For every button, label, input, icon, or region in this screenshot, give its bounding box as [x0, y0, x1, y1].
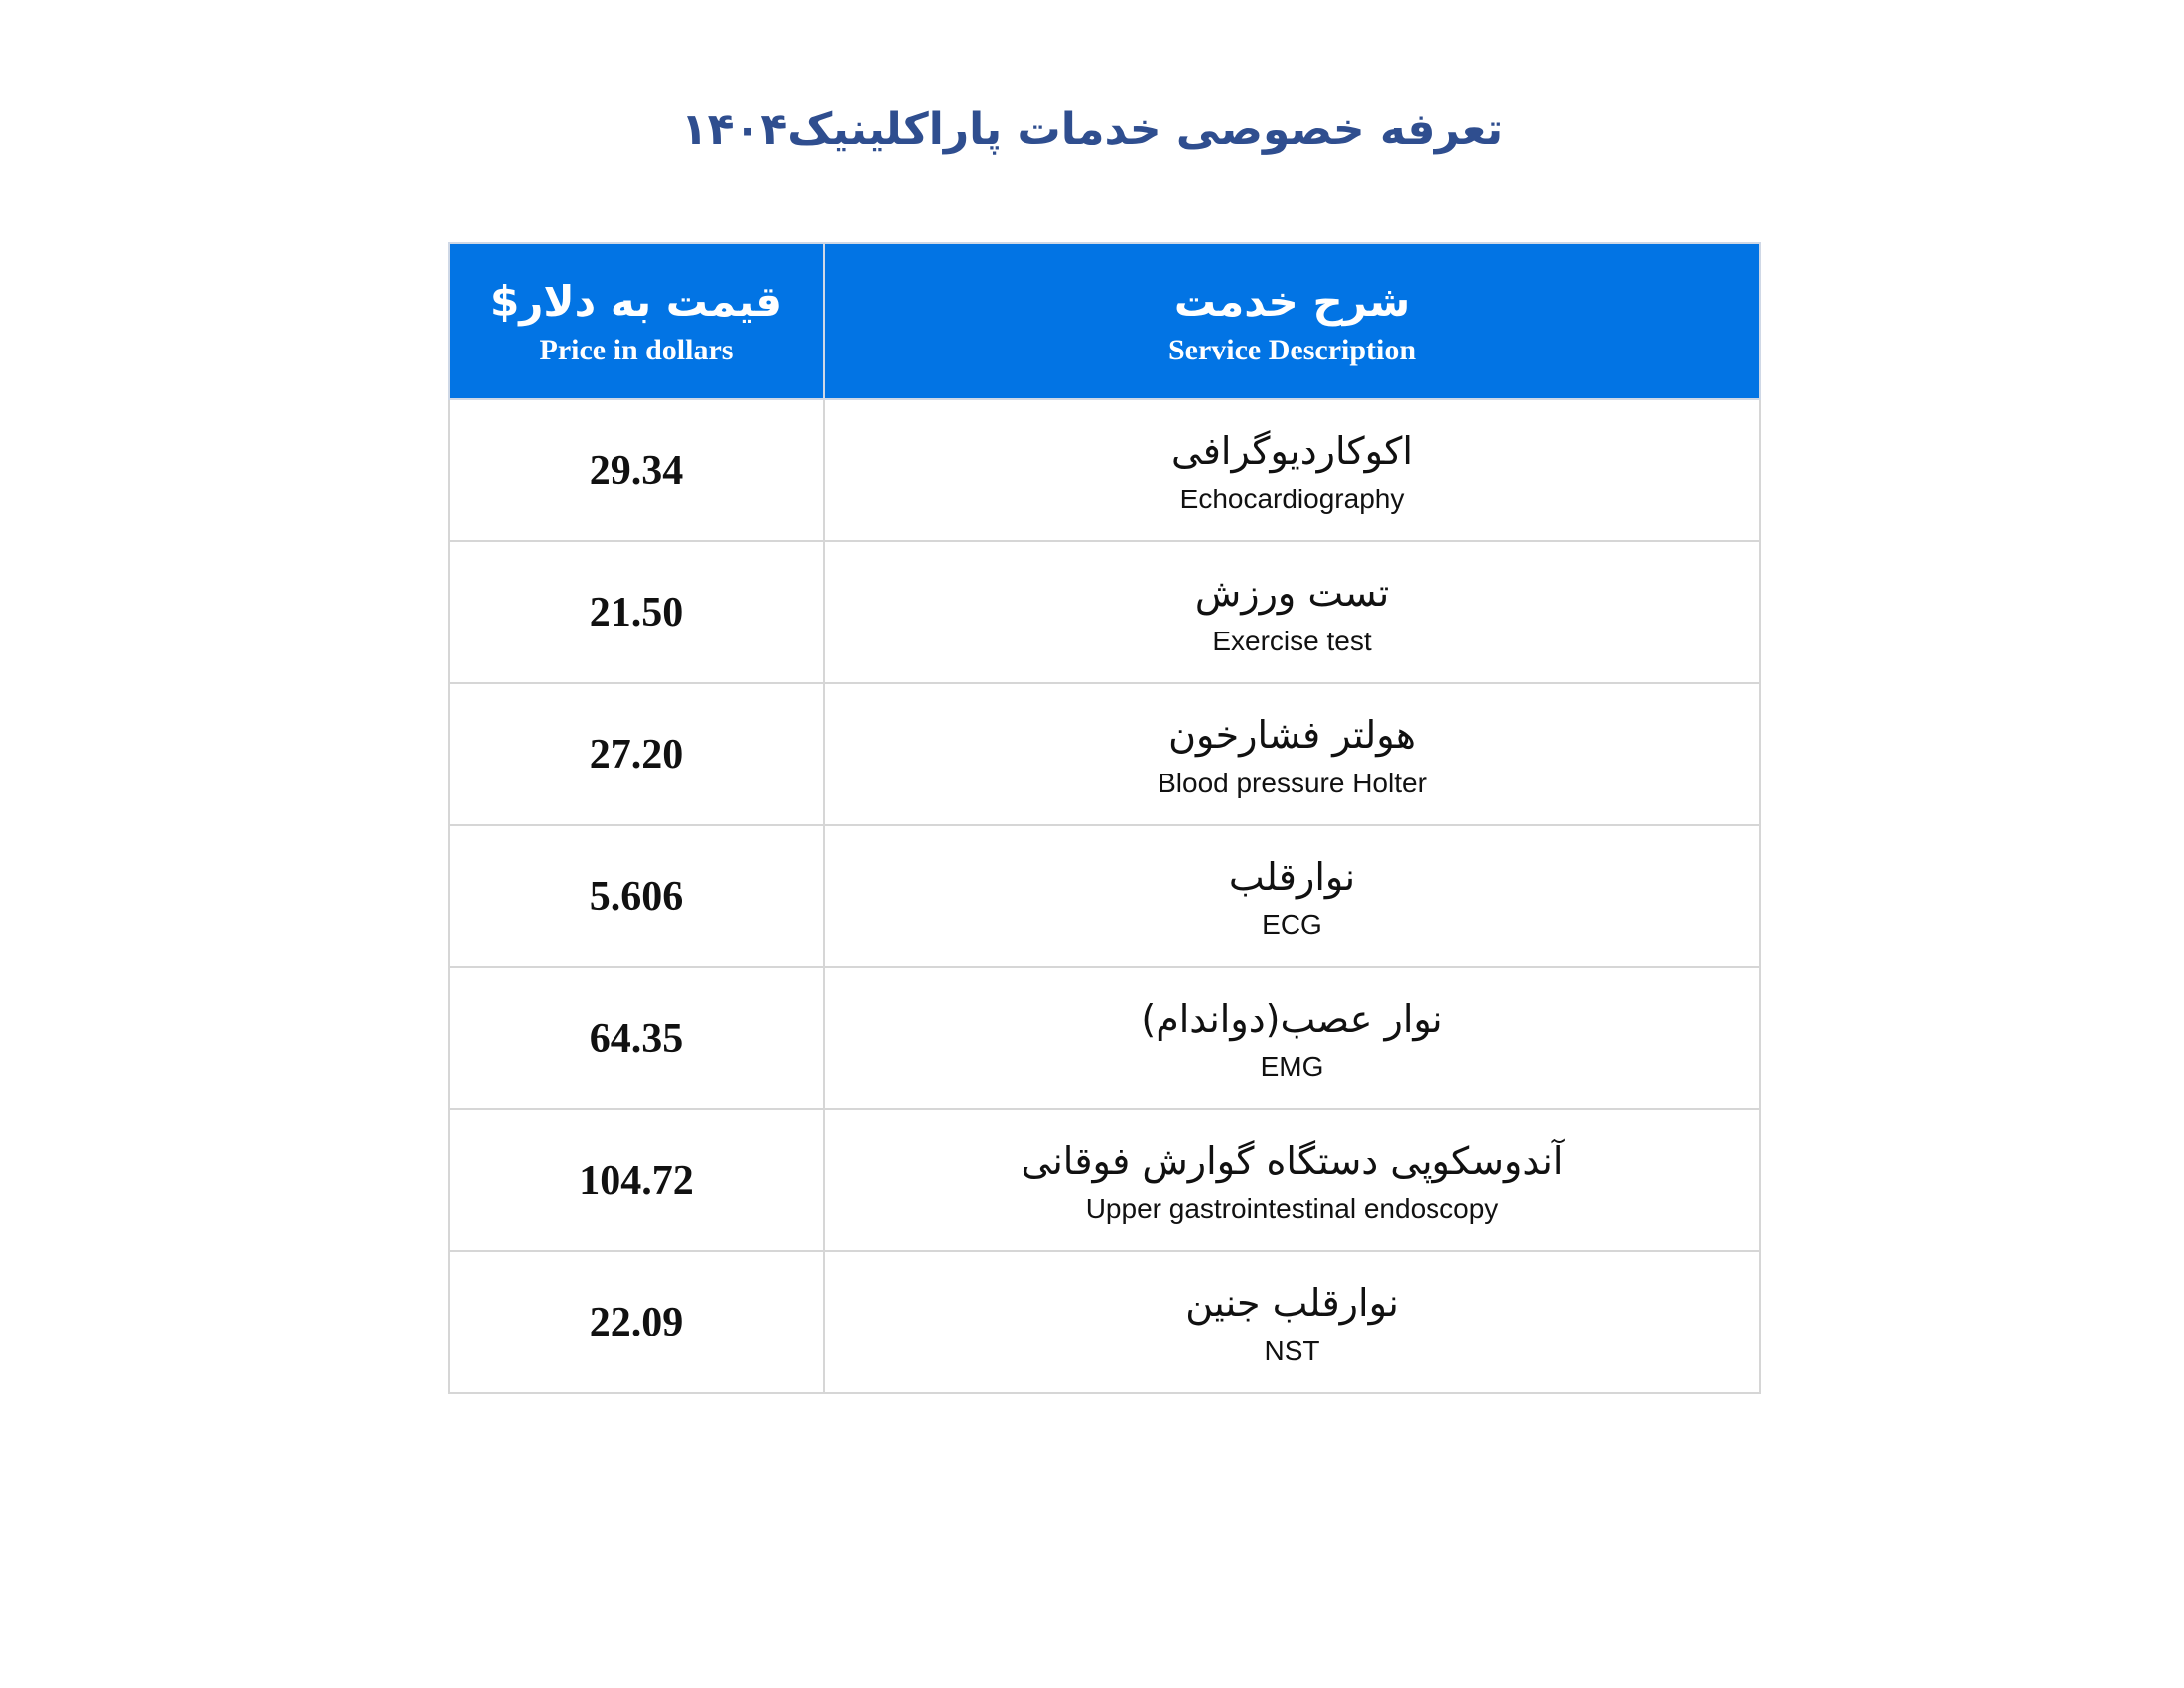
- table-row: [449, 541, 1760, 683]
- service-cell: [824, 1251, 1760, 1393]
- price-value: 22.09: [589, 1299, 684, 1345]
- tariff-table: [448, 242, 1761, 1394]
- service-name-en: NST: [1264, 1335, 1320, 1366]
- table-row: [449, 399, 1760, 541]
- service-name-fa: آندوسکوپی دستگاه گوارش فوقانی: [1021, 1138, 1564, 1183]
- service-cell: [824, 683, 1760, 825]
- price-cell: [449, 541, 824, 683]
- price-value: 104.72: [579, 1157, 694, 1203]
- service-name-en: ECG: [1262, 909, 1322, 940]
- price-header-fa: قیمت به دلار$: [490, 276, 782, 326]
- service-name-en: Exercise test: [1212, 625, 1372, 656]
- service-cell: [824, 541, 1760, 683]
- service-name-fa: نوارقلب جنین: [1185, 1280, 1399, 1325]
- price-value: 29.34: [589, 447, 684, 493]
- service-cell: [824, 967, 1760, 1109]
- price-cell: [449, 683, 824, 825]
- table-row: [449, 967, 1760, 1109]
- service-name-fa: هولتر فشارخون: [1168, 712, 1416, 757]
- description-header-en: Service Description: [1167, 333, 1417, 366]
- price-cell: [449, 825, 824, 967]
- price-value: 27.20: [589, 731, 684, 777]
- service-name-en: EMG: [1260, 1051, 1324, 1082]
- price-cell: [449, 967, 824, 1109]
- price-cell: [449, 399, 824, 541]
- service-name-en: Upper gastrointestinal endoscopy: [1085, 1193, 1499, 1224]
- service-name-en: Blood pressure Holter: [1158, 767, 1427, 798]
- table-row: [449, 825, 1760, 967]
- service-name-fa: اکوکاردیوگرافی: [1171, 428, 1413, 473]
- description-header-fa: شرح خدمت: [1173, 276, 1411, 326]
- price-value: 5.606: [589, 873, 684, 919]
- service-cell: [824, 1109, 1760, 1251]
- price-header-en: Price in dollars: [539, 333, 734, 366]
- service-name-fa: نوار عصب(دواندام): [1141, 996, 1443, 1041]
- service-name-fa: تست ورزش: [1194, 570, 1390, 615]
- price-cell: [449, 1109, 824, 1251]
- price-value: 21.50: [589, 589, 684, 635]
- price-cell: [449, 1251, 824, 1393]
- price-value: 64.35: [589, 1015, 684, 1061]
- price-column-header: [449, 243, 824, 399]
- table-row: [449, 1109, 1760, 1251]
- service-cell: [824, 825, 1760, 967]
- table-header-row: [449, 243, 1760, 399]
- service-name-fa: نوارقلب: [1228, 854, 1356, 899]
- table-row: [449, 1251, 1760, 1393]
- table-row: [449, 683, 1760, 825]
- service-name-en: Echocardiography: [1179, 483, 1405, 514]
- page-title: تعرفه خصوصی خدمات پاراکلینیک۱۴۰۴: [680, 104, 1504, 155]
- description-column-header: [824, 243, 1760, 399]
- service-cell: [824, 399, 1760, 541]
